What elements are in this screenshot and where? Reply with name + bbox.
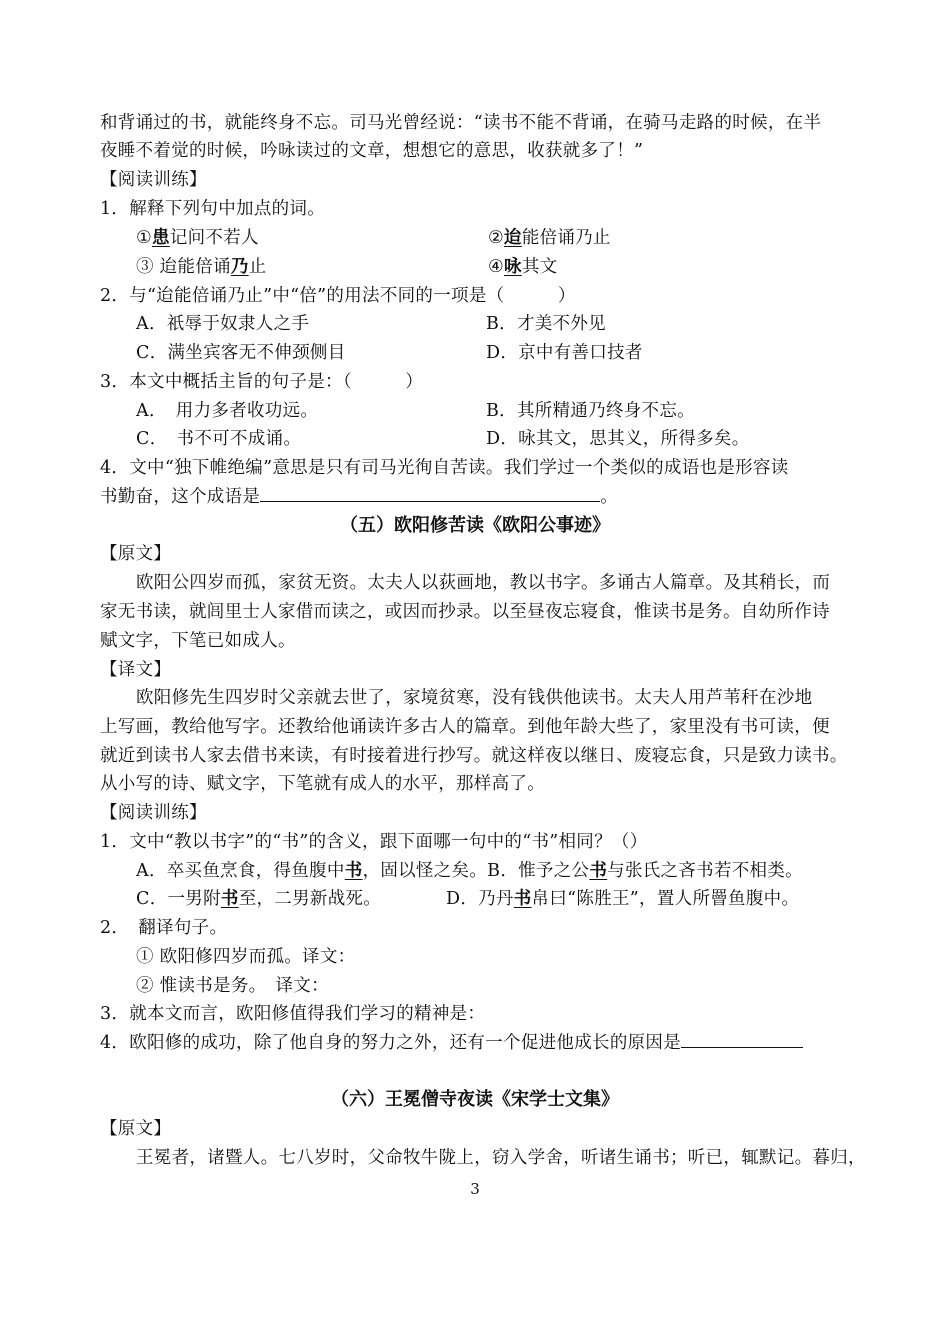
s5-training-label: 【阅读训练】 (100, 803, 207, 823)
prev-question-4-cont: 书勤奋，这个成语是 。 (100, 483, 618, 511)
s5-question-2: 2． 翻译句子。 (100, 918, 228, 938)
s6-original-line-1: 王冕者，诸暨人。七八岁时，父命牧牛陇上，窃入学舍，听诸生诵书；听已，辄默记。暮归， (136, 1148, 866, 1168)
s6-original-label: 【原文】 (100, 1119, 172, 1139)
section-5-title: （五）欧阳修苦读《欧阳公事迹》 (340, 515, 610, 536)
s5-q1-option-d: D．乃丹书帛曰“陈胜王”，置人所罾鱼腹中。 (446, 889, 800, 909)
prev-q2-option-c: C．满坐宾客无不伸颈侧目 (136, 343, 346, 363)
s5-question-1: 1．文中“教以书字”的“书”的含义，跟下面哪一句中的“书”相同？（） (100, 832, 648, 852)
prev-q1-item-c: ③ 迨能倍诵乃止 (136, 257, 267, 277)
answer-blank[interactable] (681, 1029, 803, 1048)
s5-original-line-2: 家无书读，就闾里士人家借而读之，或因而抄录。以至昼夜忘寝食，惟读书是务。自幼所作诗 (100, 602, 830, 622)
s5-original-line-3: 赋文字，下笔已如成人。 (100, 631, 296, 651)
prev-q2-option-b: B．才美不外见 (486, 314, 606, 334)
s5-q2-item-1: ① 欧阳修四岁而孤。译文： (136, 947, 356, 967)
prev-q3-option-a: A． 用力多者收功远。 (136, 401, 319, 421)
prev-q3-option-b: B．其所精通乃终身不忘。 (486, 401, 695, 421)
s5-q2-item-2: ② 惟读书是务。 译文： (136, 976, 329, 996)
s5-question-3: 3．就本文而言，欧阳修值得我们学习的精神是： (100, 1004, 486, 1024)
s5-translation-label: 【译文】 (100, 660, 172, 680)
prev-question-1: 1．解释下列句中加点的词。 (100, 199, 326, 219)
page-number: 3 (470, 1180, 480, 1198)
prev-q1-item-d: ④咏其文 (488, 257, 558, 277)
prev-q2-option-a: A．祇辱于奴隶人之手 (136, 314, 310, 334)
s5-translation-line-3: 就近到读书人家去借书来读，有时接着进行抄写。就这样夜以继日、废寝忘食，只是致力读书。 (100, 746, 848, 766)
prev-text-line-2: 夜睡不着觉的时候，吟咏读过的文章，想想它的意思，收获就多了！” (100, 141, 644, 161)
s5-question-4: 4．欧阳修的成功，除了他自身的努力之外，还有一个促进他成长的原因是 (100, 1029, 803, 1057)
answer-blank[interactable] (260, 483, 600, 502)
s5-original-line-1: 欧阳公四岁而孤，家贫无资。太夫人以荻画地，教以书字。多诵古人篇章。及其稍长，而 (136, 573, 831, 593)
s5-translation-line-2: 上写画，教给他写字。还教给他诵读许多古人的篇章。到他年龄大些了，家里没有书可读，便 (100, 717, 830, 737)
prev-question-4: 4．文中“独下帷绝编”意思是只有司马光徇自苦读。我们学过一个类似的成语也是形容读 (100, 458, 789, 478)
prev-question-2: 2．与“迨能倍诵乃止”中“倍”的用法不同的一项是（ ） (100, 286, 576, 306)
prev-q3-option-c: C． 书不可不成诵。 (136, 429, 302, 449)
prev-q3-option-d: D．咏其文，思其义，所得多矣。 (486, 429, 750, 449)
prev-q1-item-b: ②迨能倍诵乃止 (488, 228, 611, 248)
s5-translation-line-1: 欧阳修先生四岁时父亲就去世了，家境贫寒，没有钱供他读书。太夫人用芦苇秆在沙地 (136, 688, 813, 708)
prev-training-label: 【阅读训练】 (100, 170, 207, 190)
prev-text-line-1: 和背诵过的书，就能终身不忘。司马光曾经说：“读书不能不背诵，在骑马走路的时候，在半 (100, 113, 822, 133)
s5-q1-option-c: C．一男附书至，二男新战死。 (136, 889, 382, 909)
prev-question-3: 3．本文中概括主旨的句子是：（ ） (100, 372, 424, 392)
prev-q1-item-a: ①患记问不若人 (136, 228, 259, 248)
prev-q2-option-d: D．京中有善口技者 (486, 343, 643, 363)
s5-original-label: 【原文】 (100, 544, 172, 564)
s5-q1-options-ab: A．卒买鱼烹食，得鱼腹中书，固以怪之矣。B．惟予之公书与张氏之吝书若不相类。 (136, 861, 803, 881)
section-6-title: （六）王冕僧寺夜读《宋学士文集》 (331, 1089, 619, 1110)
s5-translation-line-4: 从小写的诗、赋文字，下笔就有成人的水平，那样高了。 (100, 774, 545, 794)
